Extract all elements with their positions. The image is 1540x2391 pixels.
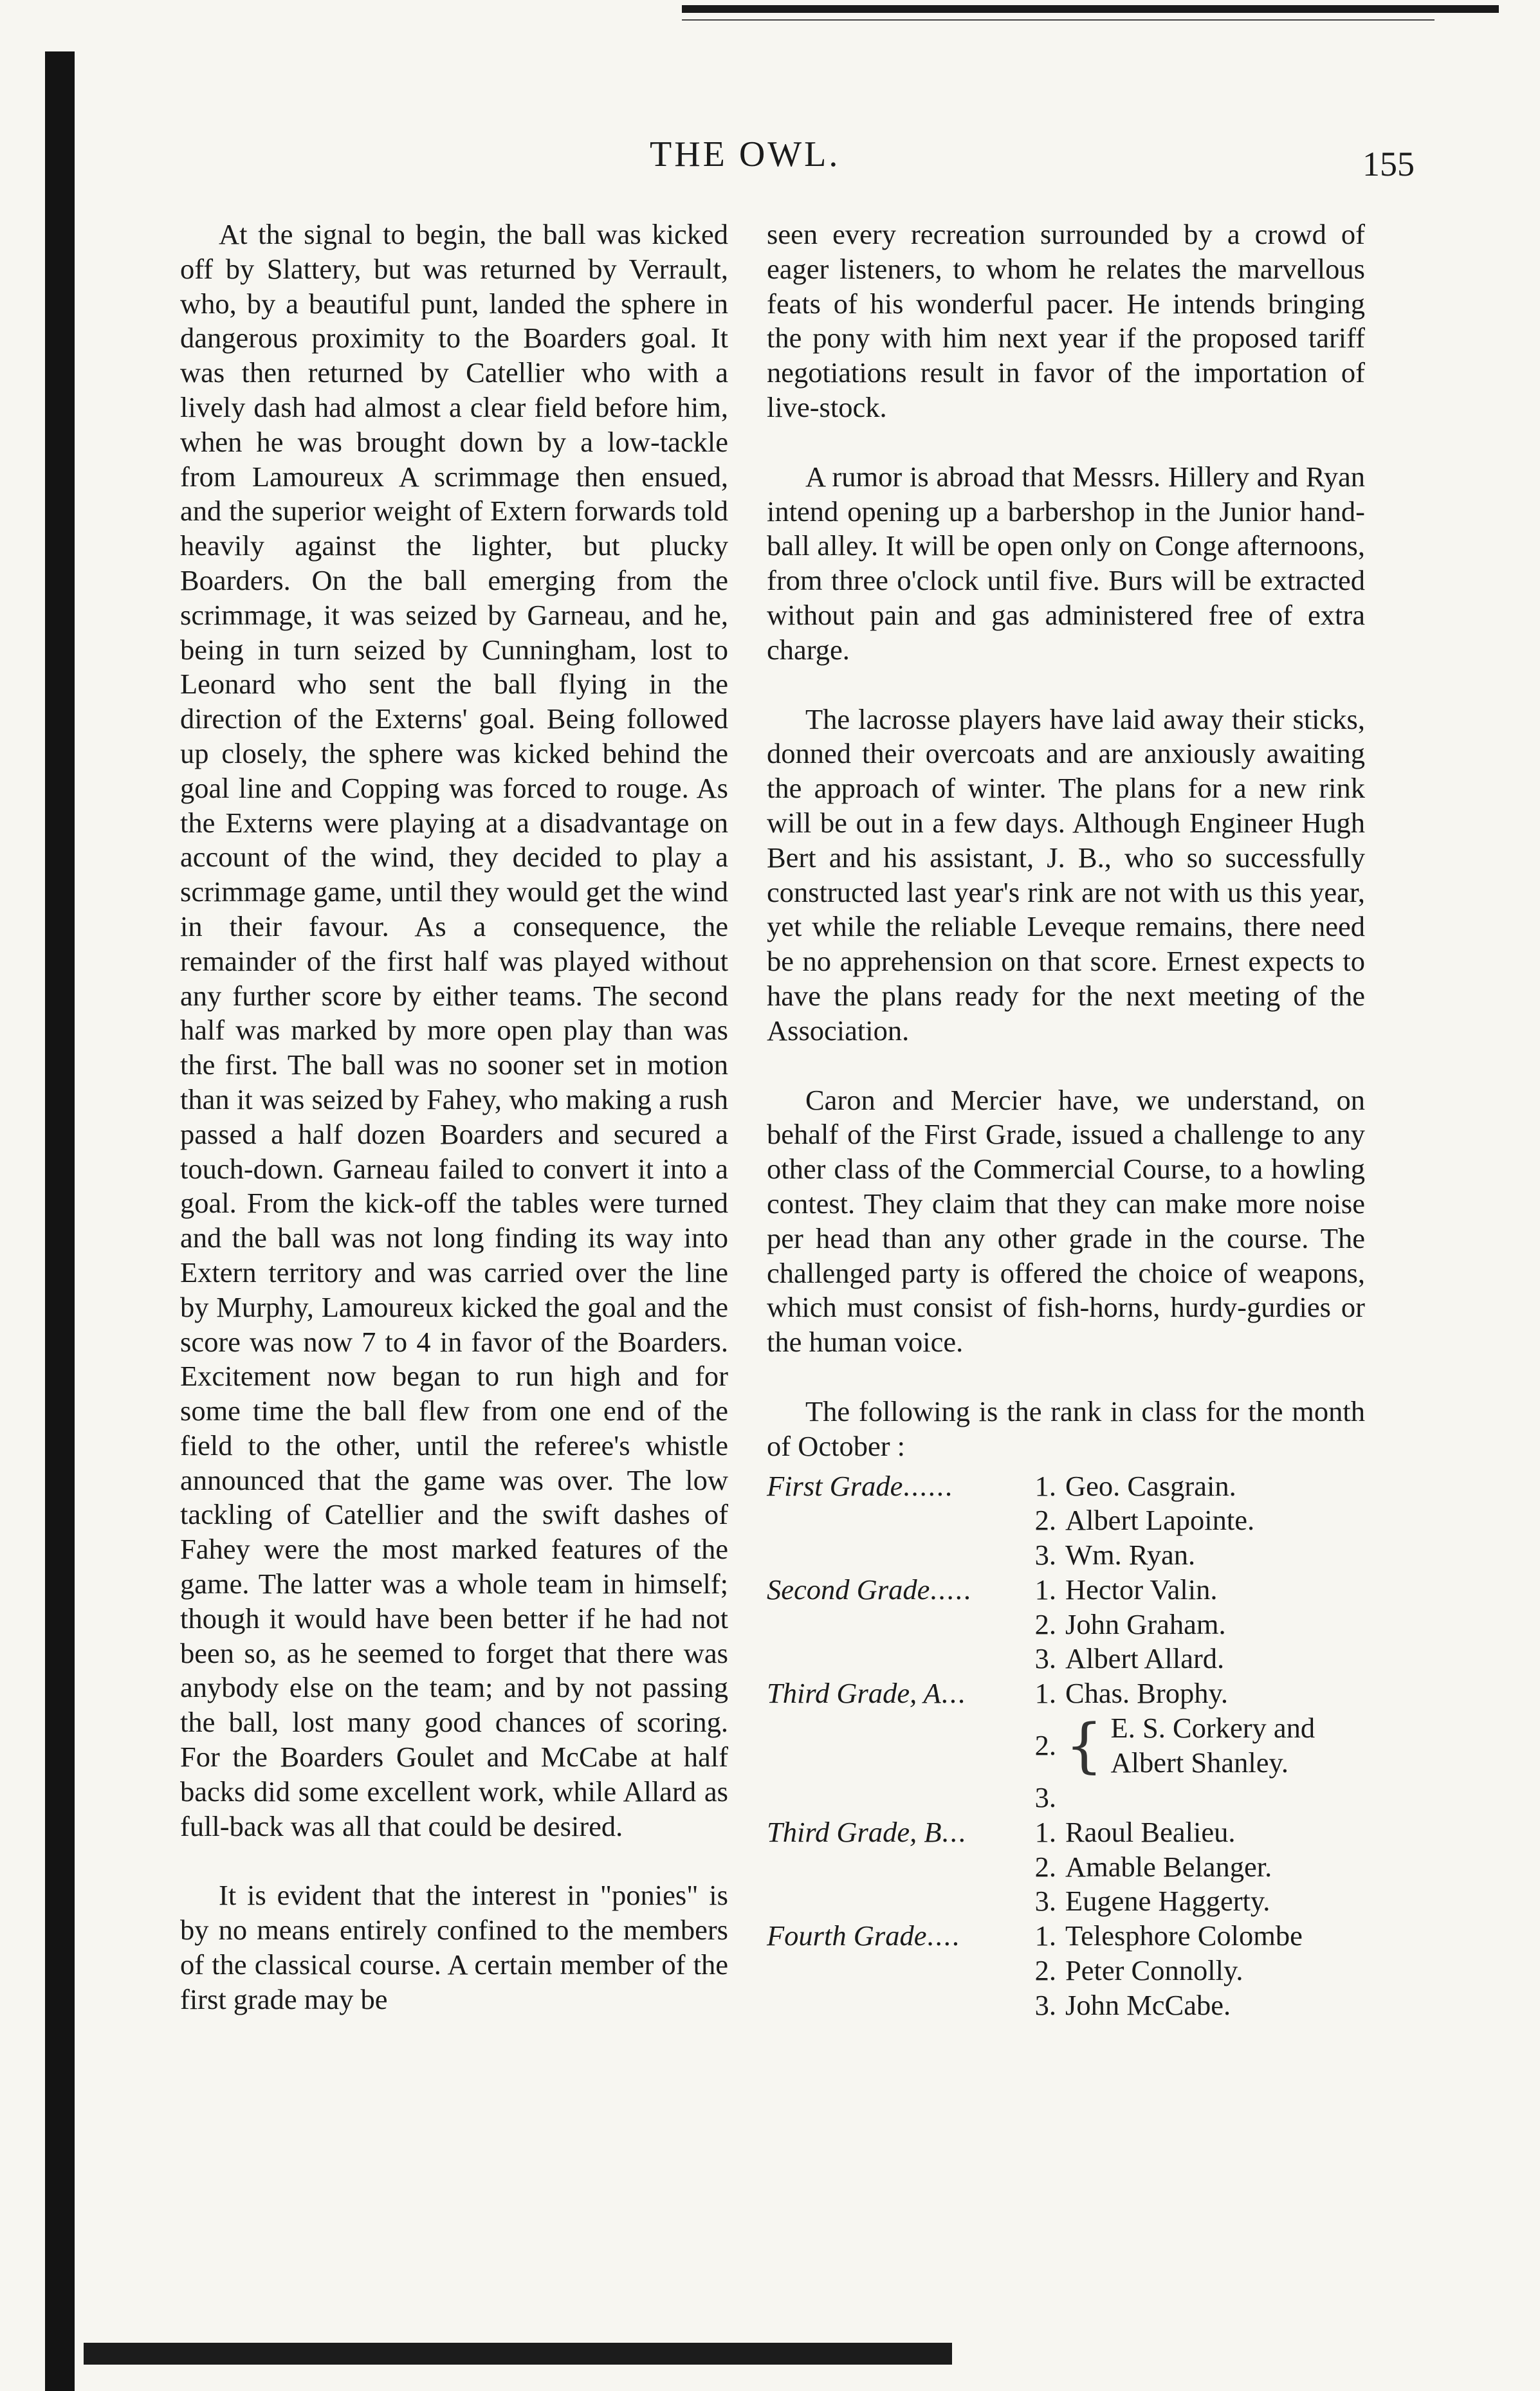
rank-row [767,1608,1365,1642]
student-name: E. S. Corkery and [1110,1712,1315,1745]
grade-label [767,1954,1024,1988]
grade-label [767,1642,1024,1676]
rank-number: 2. [1034,1504,1056,1537]
scan-edge-rule-top-thin [682,19,1435,21]
student-name: Albert Allard. [1065,1642,1225,1675]
scan-edge-rule-top [682,5,1499,13]
tied-student-names [1111,1711,1315,1781]
paragraph-ponies: It is evident that the interest in "ponies" is by no means entirely confined to the members of the classical course. A certain member of the first grade may be [180,1879,728,2015]
paragraph-ponies-continued: seen every recreation surrounded by a crowd of eager listeners, to whom he relates the marvellous feats of his wonderful pacer. He intends bringing the pony with him next year if the proposed tariff negotiations result in favor of the importation of live-stock. [767,218,1365,423]
rank-number: 1. [1034,1573,1056,1606]
student-name: John Graham. [1065,1608,1226,1640]
grade-label: Third Grade, A... [767,1677,967,1710]
grade-label [767,1608,1024,1642]
rank-row [767,1503,1365,1538]
rank-row [767,1919,1365,1954]
student-name: Peter Connolly. [1065,1954,1243,1987]
rank-number: 3. [1034,1642,1056,1675]
student-name: Amable Belanger. [1065,1850,1272,1883]
rank-number: 1. [1034,1919,1056,1952]
right-column [767,217,1365,2023]
grade-label [767,1988,1024,2023]
rank-row [767,1573,1365,1608]
grade-label [767,1884,1024,1919]
grade-label [767,1503,1024,1538]
grade-label [767,1781,1024,1815]
rank-number: 2. [1034,1729,1056,1762]
page-number: 155 [1362,145,1415,183]
student-name: Raoul Bealieu. [1065,1815,1236,1848]
student-name: Albert Shanley. [1110,1746,1288,1779]
running-head: THE OWL. [650,134,841,174]
grade-label: First Grade...... [767,1469,954,1502]
rank-row [767,1954,1365,1988]
rank-row [767,1781,1365,1815]
grade-label: Third Grade, B... [767,1815,967,1848]
student-name: Eugene Haggerty. [1065,1885,1270,1918]
rank-number: 2. [1034,1954,1056,1987]
rank-number: 2. [1034,1608,1056,1640]
grade-label [767,1538,1024,1573]
rank-number: 1. [1034,1677,1056,1710]
rank-number: 1. [1034,1815,1056,1848]
grade-label: Fourth Grade.... [767,1919,960,1952]
paragraph-howling-contest: Caron and Mercier have, we understand, on behalf of the First Grade, issued a challenge to any other class of the Commercial Course, to a howling contest. They claim that they can make more noise per head than any other grade in the course. The challenged party is offered the choice of weapons, which must consist of fish-horns, hurdy-gurdies or the human voice. [767,1083,1365,1359]
rank-row [767,1642,1365,1676]
rank-row [767,1884,1365,1919]
scan-edge-rule-bottom [84,2343,952,2365]
paragraph-lacrosse-rink: The lacrosse players have laid away their sticks, donned their overcoats and are anxiously awaiting the approach of winter. The plans for a new rink will be out in a few days. Although Engineer Hugh Bert and his assistant, J. B., who so successfully constructed last year's rink are not with us this year, yet while the reliable Leveque remains, there need be no apprehension on that score. Ernest expects to have the plans ready for the next meeting of the Association. [767,702,1365,1047]
paragraph-barber-shop: A rumor is abroad that Messrs. Hillery and Ryan intend opening up a barbershop in the Junior hand-ball alley. It will be open only on Conge afternoons, from three o'clock until five. Burs will be extracted without pain and gas administered free of extra charge. [767,460,1365,666]
rank-row-tie [767,1711,1365,1781]
brace-icon: { [1065,1711,1103,1781]
rank-row [767,1469,1365,1504]
student-name: Albert Lapointe. [1065,1504,1255,1537]
rank-number: 1. [1034,1469,1056,1502]
student-name: John McCabe. [1065,1988,1231,2021]
student-name: Chas. Brophy. [1065,1677,1228,1710]
rank-row [767,1538,1365,1573]
scan-edge-rule-left [45,51,75,2391]
grade-label: Second Grade..... [767,1573,972,1606]
rank-number: 3. [1034,1781,1056,1814]
student-name: Geo. Casgrain. [1065,1469,1236,1502]
rank-row [767,1815,1365,1850]
rank-number: 3. [1034,1539,1056,1571]
paragraph-rank-intro: The following is the rank in class for the month of October : [767,1395,1365,1462]
student-name: Hector Valin. [1065,1573,1218,1606]
student-name [1065,1781,1365,1815]
rank-number: 3. [1034,1988,1056,2021]
grade-label [767,1850,1024,1885]
left-column [180,217,728,2017]
rank-number: 3. [1034,1885,1056,1918]
rank-row [767,1676,1365,1711]
rank-row [767,1988,1365,2023]
rank-row [767,1850,1365,1885]
student-name: Telesphore Colombe [1065,1919,1303,1952]
rank-list [767,1469,1365,2023]
rank-number: 2. [1034,1850,1056,1883]
paragraph-football-match: At the signal to begin, the ball was kicked off by Slattery, but was returned by Verrault, who, by a beautiful punt, landed the sphere in dangerous proximity to the Boarders goal. It was then returned by Catellier who with a lively dash had almost a clear field before him, when he was brought down by a low-tackle from Lamoureux A scrimmage then ensued, and the superior weight of Extern forwards told heavily against the lighter, but plucky Boarders. On the ball emerging from the scrimmage, it was seized by Garneau, and he, being in turn seized by Cunningham, lost to Leonard who sent the ball flying in the direction of the Externs' goal. Being followed up closely, the sphere was kicked behind the goal line and Copping was forced to rouge. As the Externs were playing at a disadvantage on account of the wind, they decided to play a scrimmage game, until they would get the wind in their favour. As a consequence, the remainder of the first half was played without any further score by either teams. The second half was marked by more open play than was the first. The ball was no sooner set in motion than it was seized by Fahey, who making a rush passed a half dozen Boarders and secured a touch-down. Garneau failed to convert it into a goal. From the kick-off the tables were turned and the ball was not long finding its way into Extern territory and was carried over the line by Murphy, Lamoureux kicked the goal and the score was now 7 to 4 in favor of the Boarders. Excitement now began to run high and for some time the ball flew from one end of the field to the other, until the referee's whistle announced that the game was over. The low tackling of Catellier and the swift dashes of Fahey were the most marked features of the game. The latter was a whole team in himself; though it would have been better if he had not been so, as he seemed to forget that there was anybody else on the team; and by not passing the ball, lost many good chances of scoring. For the Boarders Goulet and McCabe at half backs did some excellent work, while Allard as full-back was all that could be desired. [180,218,728,1842]
student-name: Wm. Ryan. [1065,1539,1196,1571]
